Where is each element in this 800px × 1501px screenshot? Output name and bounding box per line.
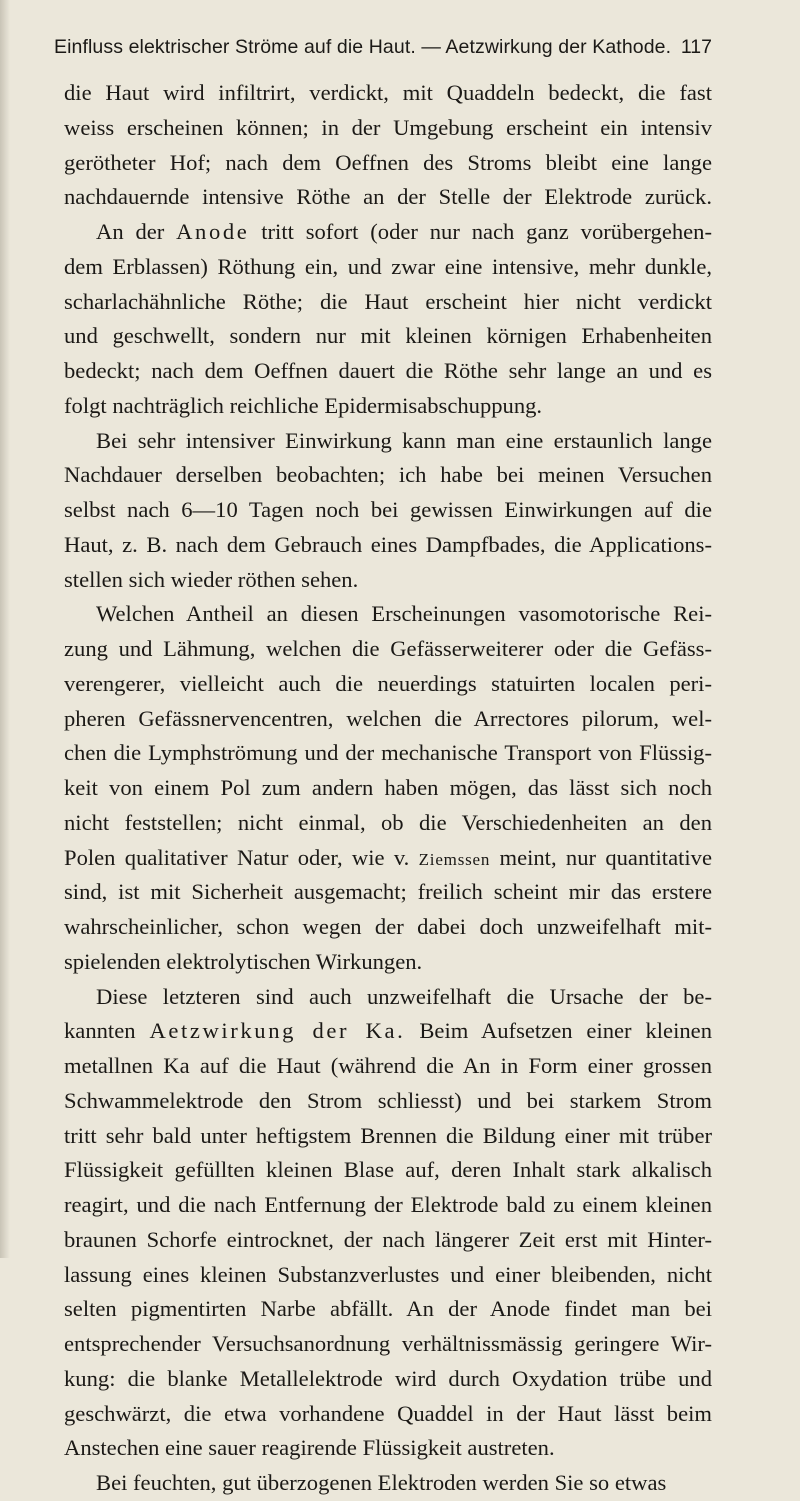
text-line: pheren Gefässnervencentren, welchen die Arrectores pilorum, wel- <box>64 705 712 731</box>
page-edge-shadow <box>0 0 10 1258</box>
text-line: weiss erscheinen können; in der Umgebung erscheint ein intensiv <box>64 114 712 140</box>
text-line: die Haut wird infiltrirt, verdickt, mit Quaddeln bedeckt, die fast <box>64 80 712 105</box>
text-line: verengerer, vielleicht auch die neuerdings statuirten localen peri- <box>64 670 712 696</box>
text-line: stellen sich wieder röthen sehen. <box>64 566 359 592</box>
text-line <box>64 841 712 876</box>
text-line: Bei sehr intensiver Einwirkung kann man eine erstaunlich lange <box>96 427 712 453</box>
text-line: tritt sehr bald unter heftigstem Brennen die Bildung einer mit trüber <box>64 1122 712 1148</box>
running-title: Einfluss elektrischer Ströme auf die Haut. — Aetzwirkung der Kathode. <box>54 36 672 58</box>
text-run: Beim Aufsetzen einer kleinen <box>419 1018 712 1044</box>
text-line: selbst nach 6—10 Tagen noch bei gewissen Einwirkungen auf die <box>64 497 712 522</box>
text-run: kannten <box>64 1018 136 1044</box>
author-name-ziemssen: Ziemssen <box>418 849 491 869</box>
text-line: Welchen Antheil an diesen Erscheinungen vasomotorische Rei- <box>96 601 712 627</box>
text-line: lassung eines kleinen Substanzverlustes und einer bleibenden, nicht <box>64 1261 712 1287</box>
running-head <box>0 34 800 64</box>
emphasis-anode: Anode <box>176 219 250 244</box>
body-text <box>64 76 712 1501</box>
text-line: Bei feuchten, gut überzogenen Elektroden werden Sie so etwas <box>96 1470 667 1495</box>
text-line: metallnen Ka auf die Haut (während die An in Form einer grossen <box>64 1053 712 1078</box>
text-line: und geschwellt, sondern nur mit kleinen körnigen Erhabenheiten <box>64 323 712 349</box>
text-line: geschwärzt, die etwa vorhandene Quaddel in der Haut lässt beim <box>64 1400 712 1426</box>
text-line: selten pigmentirten Narbe abfällt. An der Anode findet man bei <box>64 1296 712 1322</box>
text-run: An der <box>96 219 165 244</box>
text-line: Schwammelektrode den Strom schliesst) und bei starkem Strom <box>64 1087 712 1113</box>
text-line: nachdauernde intensive Röthe an der Stelle der Elektrode zurück. <box>64 184 712 210</box>
text-line: braunen Schorfe eintrocknet, der nach längerer Zeit erst mit Hinter- <box>64 1226 712 1252</box>
text-line: Haut, z. B. nach dem Gebrauch eines Dampfbades, die Applications- <box>64 531 712 557</box>
text-line: kung: die blanke Metallelektrode wird durch Oxydation trübe und <box>64 1365 712 1391</box>
text-line: Diese letzteren sind auch unzweifelhaft die Ursache der be- <box>96 983 712 1009</box>
text-line: sind, ist mit Sicherheit ausgemacht; freilich scheint mir das erstere <box>64 879 712 905</box>
text-line: bedeckt; nach dem Oeffnen dauert die Röthe sehr lange an und es <box>64 358 712 383</box>
emphasis-aetzwirkung: Aetzwirkung der Ka. <box>149 1018 406 1044</box>
text-line: Flüssigkeit gefüllten kleinen Blase auf, deren Inhalt stark alkalisch <box>64 1157 712 1183</box>
text-line: zung und Lähmung, welchen die Gefässerweiterer oder die Gefäss- <box>64 636 712 661</box>
text-line: nicht feststellen; nicht einmal, ob die Verschiedenheiten an den <box>64 809 712 835</box>
text-line: reagirt, und die nach Entfernung der Elektrode bald zu einem kleinen <box>64 1192 712 1217</box>
text-line: dem Erblassen) Röthung ein, und zwar eine intensive, mehr dunkle, <box>64 253 712 279</box>
text-line: folgt nachträglich reichliche Epidermisabschuppung. <box>64 392 543 418</box>
text-line: chen die Lymphströmung und der mechanische Transport von Flüssig- <box>64 740 712 766</box>
text-line <box>64 215 712 250</box>
text-run: Polen qualitativer Natur oder, wie v. <box>64 844 410 870</box>
text-line: scharlachähnliche Röthe; die Haut erscheint hier nicht verdickt <box>64 288 712 314</box>
text-line <box>64 1014 712 1049</box>
text-run: meint, nur quantitative <box>499 844 712 870</box>
text-line: Nachdauer derselben beobachten; ich habe bei meinen Versuchen <box>64 462 712 488</box>
text-line: wahrscheinlicher, schon wegen der dabei doch unzweifelhaft mit- <box>64 914 712 939</box>
text-line: keit von einem Pol zum andern haben mögen, das lässt sich noch <box>64 775 712 800</box>
text-line: Anstechen eine sauer reagirende Flüssigkeit austreten. <box>64 1435 555 1461</box>
page-number: 117 <box>680 36 712 58</box>
text-line: spielenden elektrolytischen Wirkungen. <box>64 948 423 974</box>
text-line: gerötheter Hof; nach dem Oeffnen des Stroms bleibt eine lange <box>64 149 712 175</box>
text-run: tritt sofort (oder nur nach ganz vorübergehen- <box>261 219 712 244</box>
text-line: entsprechender Versuchsanordnung verhältnissmässig geringere Wir- <box>64 1331 712 1356</box>
